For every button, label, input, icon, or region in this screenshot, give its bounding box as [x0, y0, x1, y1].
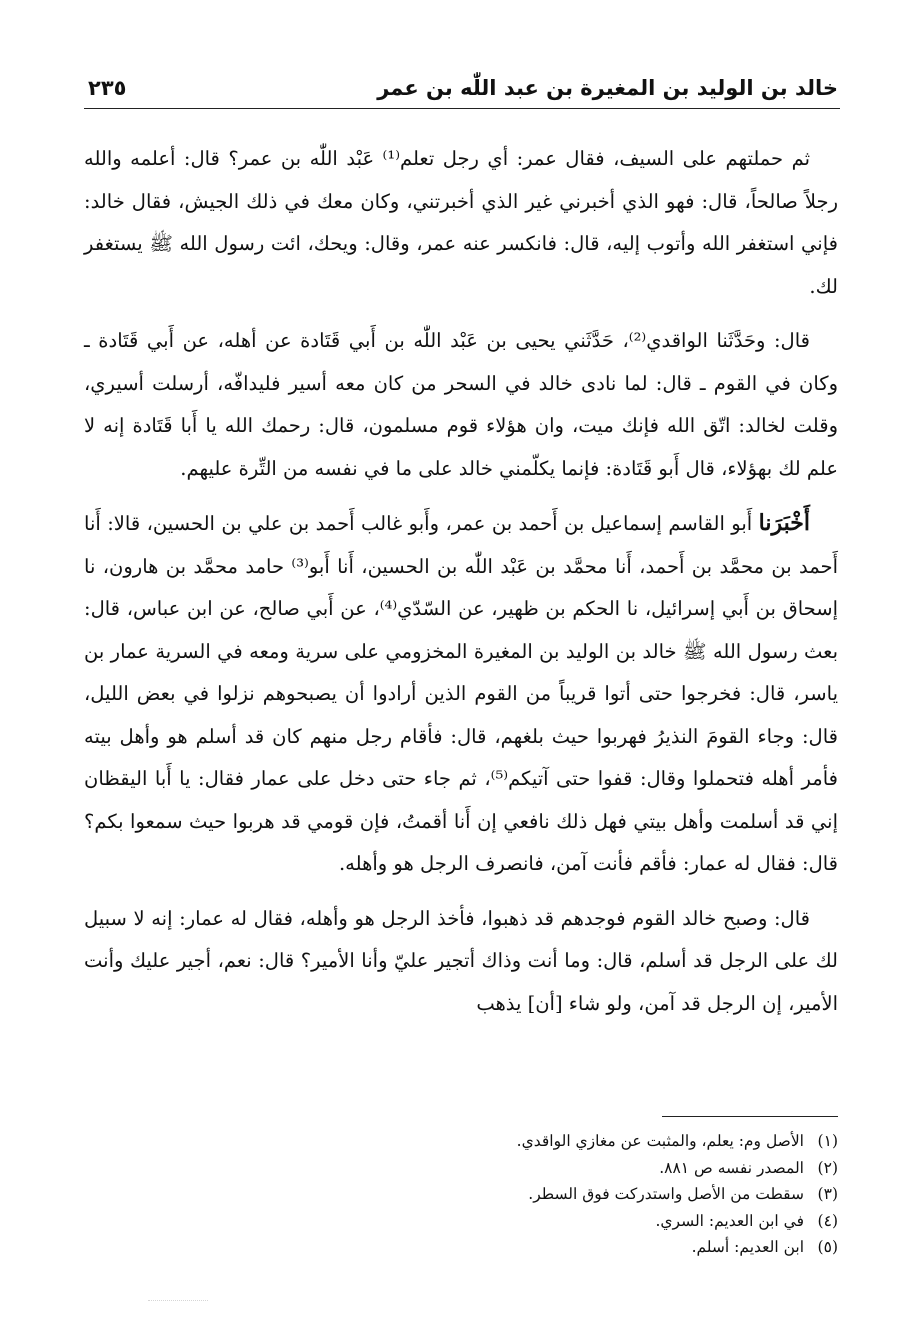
- main-text: [84, 138, 838, 1037]
- footnote-number: (٣): [817, 1185, 838, 1203]
- footnotes-list: [84, 1128, 838, 1261]
- footnote-text: ابن العديم: أسلم.: [691, 1238, 804, 1256]
- paragraph-3-text: أَبو القاسم إسماعيل بن أَحمد بن عمر، وأَبو غالب أَحمد بن علي بن الحسين، قالا: أَنا أَحمد بن محمَّد بن أَحمد، أَنا محمَّد بن عَبْد اللّٰه بن الحسين، أَنا أَبو⁽³⁾ حامد محمَّد بن هارون، نا إسحاق بن أَبي إسرائيل، نا الحكم بن ظهير، عن السّدّي⁽⁴⁾، عن أَبي صالح، عن ابن عباس، قال: بعث رسول الله ﷺ خالد بن الوليد بن المغيرة المخزومي على سرية ومعه في السرية عمار بن ياسر، قال: فخرجوا حتى أتوا قريباً من القوم الذين أرادوا أن يصبحوهم نزلوا في بعض الليل، قال: وجاء القومَ النذيرُ فهربوا حيث بلغهم، قال: فأقام رجل منهم كان قد أسلم هو وأهل بيته فأمر أهله فتحملوا وقال: قفوا حتى آتيكم⁽⁵⁾، ثم جاء حتى دخل على عمار فقال: يا أَبا اليقظان إني قد أسلمت وأهل بيتي فهل ذلك نافعي إن أَنا أقمتُ، فإن قومي قد هربوا حيث سمعوا بكم؟ قال: فقال له عمار: فأقم فأنت آمن، فانصرف الرجل هو وأهله.: [84, 512, 838, 875]
- footnote-number: (٢): [817, 1158, 838, 1177]
- header-divider: [84, 108, 840, 109]
- scan-artifact: [148, 1300, 208, 1307]
- footnote-number: (٤): [817, 1211, 838, 1230]
- page-number: ٢٣٥: [88, 76, 127, 100]
- paragraph-1: ثم حملتهم على السيف، فقال عمر: أي رجل تعلم⁽¹⁾ عَبْد اللّٰه بن عمر؟ قال: أعلمه والله رجلاً صالحاً، قال: فهو الذي أخبرني غير الذي أخبرتني، وكان معك في ذلك الجيش، فقال خالد: فإني استغفر الله وأتوب إليه، قال: فانكسر عنه عمر، وقال: ويحك، ائت رسول الله ﷺ يستغفر لك.: [84, 147, 838, 298]
- isnad-lead-word: أَخْبَرَنا: [758, 510, 810, 536]
- footnote-divider: [662, 1116, 838, 1117]
- footnote-item: [84, 1155, 838, 1182]
- footnote-text: سقطت من الأصل واستدركت فوق السطر.: [528, 1185, 804, 1203]
- footnote-text: الأصل وم: يعلم، والمثبت عن مغازي الواقدي.: [516, 1132, 804, 1150]
- footnote-number: (٥): [817, 1238, 838, 1256]
- paragraph-2: قال: وحَدَّثَنا الواقدي⁽²⁾، حَدَّثَني يحيى بن عَبْد اللّٰه بن أَبي قَتَادة عن أهله، عن أَبي قَتَادة ـ وكان في القوم ـ قال: لما نادى خالد في السحر من كان معه أسير فليدافّه، أرسلت أسيري، وقلت لخالد: اتّق الله فإنك ميت، وان هؤلاء قوم مسلمون، قال: رحمك الله يا أَبا قَتَادة إنه لا علم لك بهؤلاء، قال أَبو قَتَادة: فإنما يكلّمني خالد على ما في نفسه من التِّرة عليهم.: [84, 329, 838, 480]
- footnote-item: [84, 1208, 838, 1235]
- footnote-item: [84, 1234, 838, 1261]
- footnote-number: (١): [817, 1132, 838, 1150]
- running-title: خالد بن الوليد بن المغيرة بن عبد اللّٰه بن عمر: [377, 76, 838, 100]
- footnote-item: [84, 1181, 838, 1208]
- footnote-text: المصدر نفسه ص ٨٨١.: [659, 1158, 804, 1177]
- footnote-item: [84, 1128, 838, 1155]
- paragraph-3: [84, 502, 838, 886]
- paragraph-4: قال: وصبح خالد القوم فوجدهم قد ذهبوا، فأخذ الرجل هو وأهله، فقال له عمار: إنه لا سبيل لك على الرجل قد أسلم، قال: وما أنت وذاك أتجير عليّ وأنا الأمير؟ قال: نعم، أجير عليك وأنت الأمير، إن الرجل قد آمن، ولو شاء [أن] يذهب: [84, 906, 838, 1015]
- footnote-text: في ابن العديم: السري.: [655, 1211, 804, 1230]
